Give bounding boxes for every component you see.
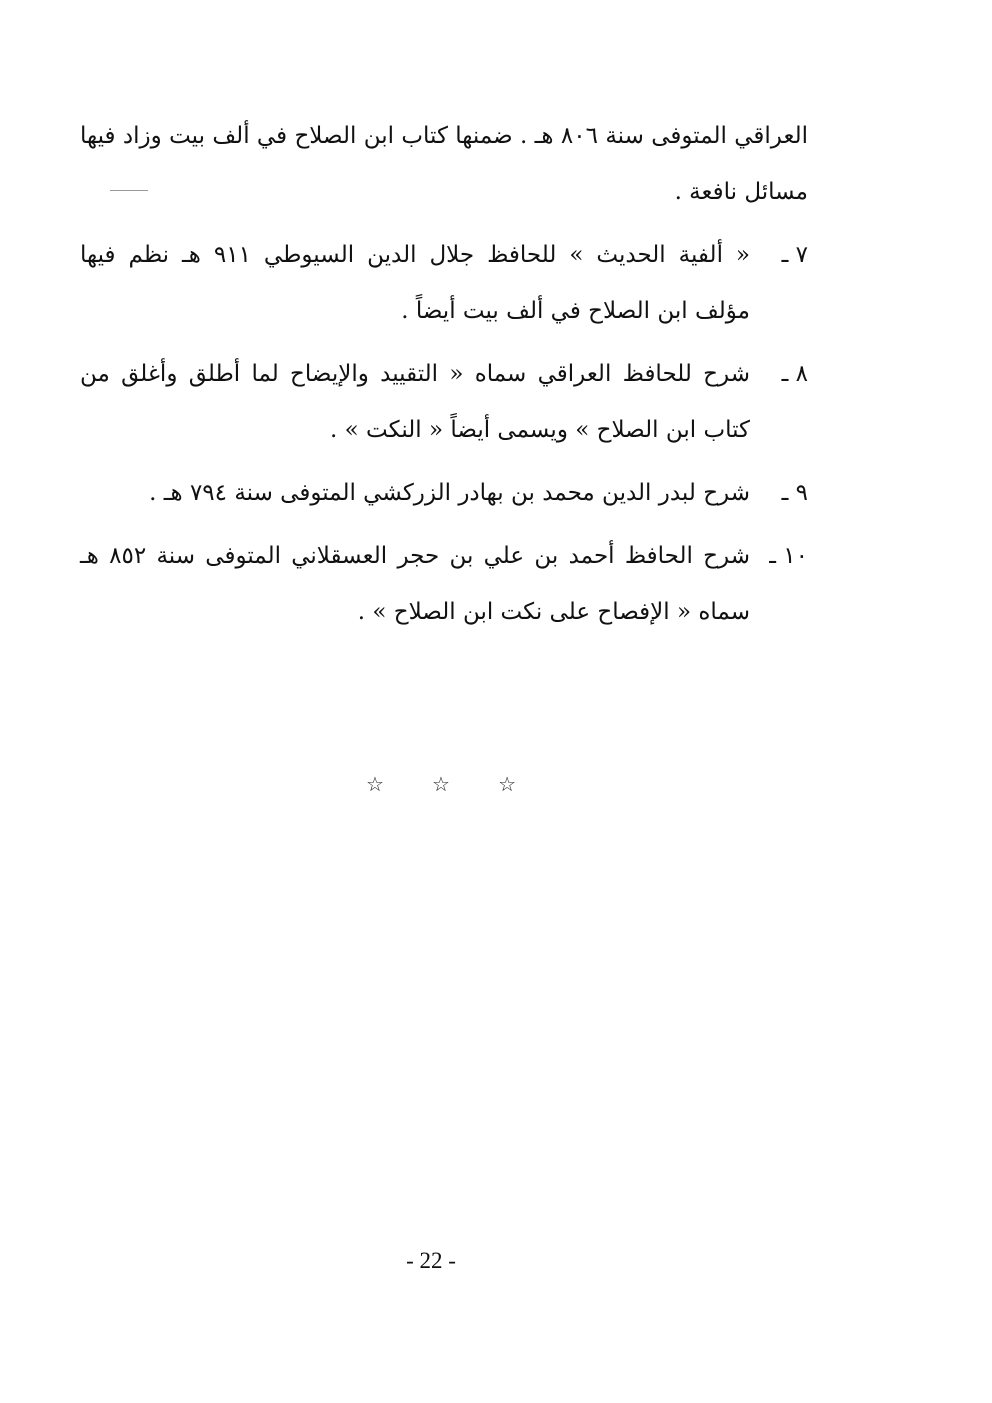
star-icon: ☆ [498,772,516,796]
list-item-8 [80,346,808,458]
list-number-10: ١٠ ـ [769,543,808,569]
list-text-9: شرح لبدر الدين محمد بن بهادر الزركشي المتوفى سنة ٧٩٤ هـ . [149,480,750,506]
star-icon: ☆ [432,772,450,796]
list-text-10: شرح الحافظ أحمد بن علي بن حجر العسقلاني المتوفى سنة ٨٥٢ هـ سماه « الإفصاح على نكت ابن الصلاح » . [80,543,750,625]
list-text-7: « ألفية الحديث » للحافظ جلال الدين السيوطي ٩١١ هـ نظم فيها مؤلف ابن الصلاح في ألف بيت أيضاً . [80,242,750,324]
section-separator [366,772,516,796]
paragraph-continuation: العراقي المتوفى سنة ٨٠٦ هـ . ضمنها كتاب ابن الصلاح في ألف بيت وزاد فيها مسائل نافعة . [80,123,808,205]
list-item-7 [80,227,808,339]
page-number: - 22 - [406,1248,456,1273]
list-number-7: ٧ ـ [781,242,808,268]
main-text [80,108,808,647]
list-item-10 [80,528,808,640]
list-number-8: ٨ ـ [781,361,808,387]
list-item-9 [80,465,808,521]
list-text-8: شرح للحافظ العراقي سماه « التقييد والإيضاح لما أطلق وأغلق من كتاب ابن الصلاح » ويسمى أيضاً « النكت » . [80,361,750,443]
star-icon: ☆ [366,772,384,796]
list-number-9: ٩ ـ [781,480,808,506]
